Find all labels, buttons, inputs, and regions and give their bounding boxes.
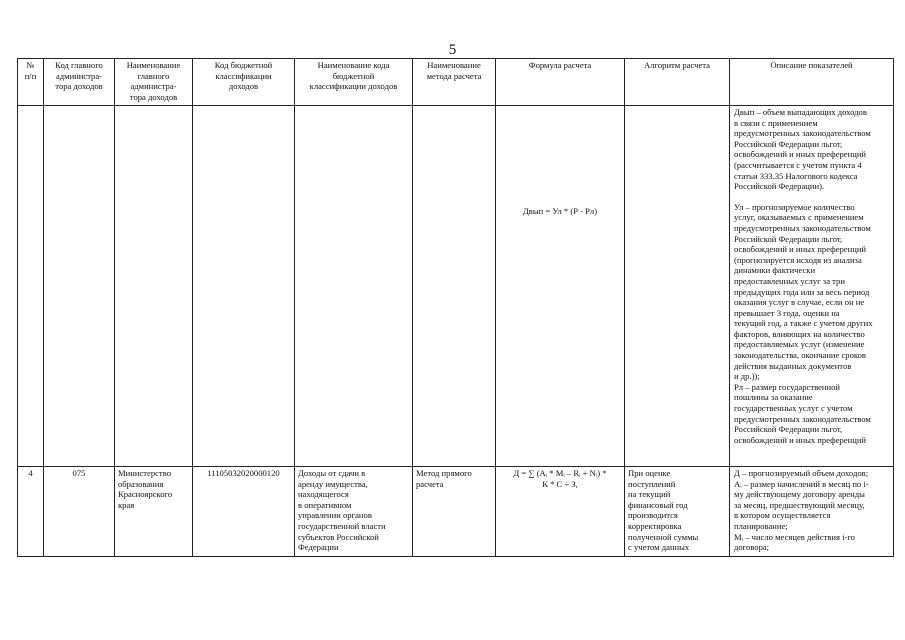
row2-formula: Д = ∑ (Аᵢ * Мᵢ – Rᵢ + Nᵢ) * К * С ÷ З, xyxy=(496,467,625,557)
row2-admin-name: Министерство образования Красноярского края xyxy=(115,467,193,557)
header-admin-code: Код главного администра- тора доходов xyxy=(44,59,115,106)
row2-description: Д – прогнозируемый объем доходов; Аᵢ – размер начислений в месяц по i- му действующему договору аренды за месяц, предшествующий месяцу, в котором осуществляется планирование; Мᵢ – число месяцев действия i-го договора; xyxy=(730,467,894,557)
header-row xyxy=(18,59,894,106)
header-kbk: Код бюджетной классификации доходов xyxy=(193,59,295,106)
row1-method xyxy=(413,106,496,467)
header-description: Описание показателей xyxy=(730,59,894,106)
row1-kbk-name xyxy=(295,106,413,467)
row1-formula: Двып = Ул * (Р - Рл) xyxy=(496,106,625,467)
row1-description-block1: Двып – объем выпадающих доходов в связи с применением предусмотренных законодательством Российской Федерации льгот, освобождений и иных преференций (рассчитывается с учетом пункта 4 статьи 333.35 Налогового кодекса Российской Федерации). xyxy=(734,107,871,192)
page-number: 5 xyxy=(448,42,457,58)
row1-algorithm xyxy=(625,106,730,467)
row2-kbk: 11105032020000120 xyxy=(193,467,295,557)
row1-admin-code xyxy=(44,106,115,467)
header-kbk-name: Наименование кода бюджетной классификации доходов xyxy=(295,59,413,106)
revenue-calculation-table xyxy=(17,58,894,557)
row2-kbk-name: Доходы от сдачи в аренду имущества, находящегося в оперативном управлении органов государственной власти субъектов Российской Федерации xyxy=(295,467,413,557)
row2-algorithm: При оценке поступлений на текущий финансовый год производится корректировка полученной суммы с учетом данных xyxy=(625,467,730,557)
header-admin-name: Наименование главного администра- тора доходов xyxy=(115,59,193,106)
header-method: Наименование метода расчета xyxy=(413,59,496,106)
header-algorithm: Алгоритм расчета xyxy=(625,59,730,106)
table-row xyxy=(18,106,894,467)
row2-method: Метод прямого расчета xyxy=(413,467,496,557)
row1-admin-name xyxy=(115,106,193,467)
header-formula: Формула расчета xyxy=(496,59,625,106)
row2-admin-code: 075 xyxy=(44,467,115,557)
row1-description xyxy=(730,106,894,467)
row2-number: 4 xyxy=(18,467,44,557)
header-number: № п/п xyxy=(18,59,44,106)
table-row xyxy=(18,467,894,557)
row1-kbk xyxy=(193,106,295,467)
row1-description-block2: Ул – прогнозируемое количество услуг, оказываемых с применением предусмотренных законодательством Российской Федерации льгот, освобождений и иных преференций (прогнозируется исходя из анализа динамики фактически предоставленных услуг за три предыдущих года или за весь период оказания услуг в случае, если он не превышает 3 года, оценки на текущий год, а также с учетом других факторов, влияющих на количество предоставляемых услуг (изменение законодательства, окончание сроков действия выданных документов и др.)); Рл – размер государственной пошлины за оказание государственных услуг с учетом предусмотренных законодательством Российской Федерации льгот, освобождений и иных преференций xyxy=(734,201,873,445)
row1-number xyxy=(18,106,44,467)
